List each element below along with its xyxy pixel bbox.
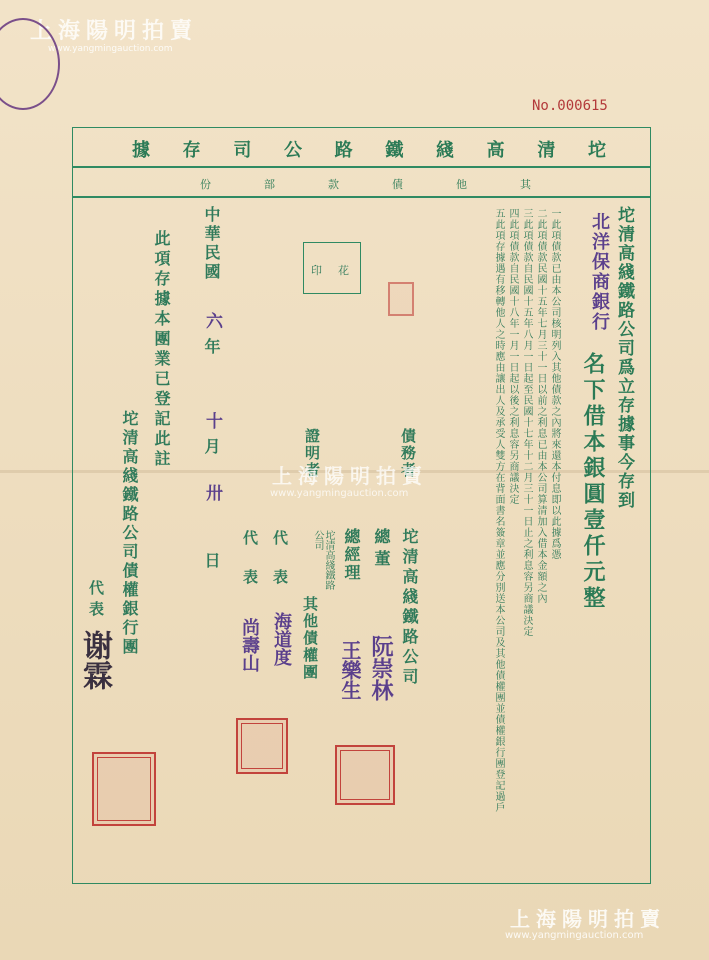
title-row-char: 公: [284, 140, 302, 161]
subtitle-row-char: 部: [264, 178, 275, 191]
date-day: 卅: [202, 484, 222, 501]
manager-title: 總經理: [342, 528, 361, 582]
witness-seal-icon: [236, 718, 288, 774]
title-row-char: 高: [486, 140, 505, 161]
revenue-stamp-label: 印花: [311, 264, 365, 277]
debtor-label: 債務者: [399, 428, 417, 479]
subtitle-row-char: 款: [328, 178, 339, 191]
title-row-char: 鐵: [385, 140, 404, 161]
registration-rep-signature: 谢霖: [77, 630, 112, 690]
date-year-suffix: 年: [202, 338, 221, 354]
registration-rep-label: 代表: [87, 580, 105, 622]
title-row-char: 司: [233, 140, 252, 161]
subtitle-row-char: 債: [392, 178, 403, 191]
date-era: 中華民國: [202, 206, 221, 282]
subtitle-row-char: 其: [520, 178, 531, 191]
witness-org: 其他債權團: [301, 596, 319, 681]
small-seal-icon: [388, 282, 414, 316]
title-row-char: 據: [132, 140, 150, 161]
witness-rep-label-1: 代表: [271, 530, 289, 608]
debtor-seal-icon: [335, 745, 395, 805]
chairman-signature: 阮崇林: [368, 635, 394, 701]
subtitle-row-char: 他: [456, 178, 467, 191]
title-row-char: 坨: [588, 140, 606, 161]
witness-rep-signature-2: 尚壽山: [239, 618, 260, 672]
witness-org-small: 坨清高綫鐵路公司: [312, 530, 334, 590]
watermark-bottom-name: 上海陽明拍賣: [510, 907, 666, 931]
witness-rep-label-2: 代表: [241, 530, 259, 608]
term-item: 二此項債款民國十五年七月三十一日以前之利息已由本公司算清加入借本金額之內: [535, 208, 546, 604]
date-month: 十: [202, 412, 222, 429]
term-item: 五此項存據遇有移轉他人之時應由讓出人及承受人雙方在背面書名簽章並應分別送本公司及其他債權團並債權銀行團登記過戶: [493, 208, 504, 813]
watermark-center-url: www.yangmingauction.com: [270, 488, 409, 499]
date-year: 六: [202, 312, 222, 329]
witness-rep-signature-1: 海道度: [271, 612, 292, 666]
watermark-center-name: 上海陽明拍賣: [272, 464, 428, 488]
term-item: 三此項債款自民國十五年八月一日起至民國十七年十二月三十一日止之利息容另商議決定: [521, 208, 532, 637]
title-row-char: 綫: [436, 140, 454, 161]
serial-number: No.000615: [532, 98, 608, 114]
title-row-char: 路: [334, 140, 353, 161]
title-row-char: 存: [182, 140, 201, 161]
registration-org: 坨清高綫鐵路公司債權銀行團: [120, 410, 139, 657]
watermark-top-name: 上海陽明拍賣: [30, 19, 199, 44]
manager-signature: 王樂生: [338, 640, 362, 700]
term-item: 一此項債款已由本公司核明列入其他債款之內將來還本付息即以此據爲憑: [549, 208, 560, 560]
date-month-suffix: 月: [202, 438, 221, 454]
title-row-char: 清: [537, 140, 556, 161]
date-day-suffix: 日: [202, 552, 221, 568]
watermark-bottom-url: www.yangmingauction.com: [505, 930, 644, 941]
subtitle-divider: [72, 196, 651, 198]
registration-note: 此項存據本團業已登記此註: [152, 230, 171, 470]
watermark-top-url: www.yangmingauction.com: [48, 44, 173, 54]
debtor-company: 坨清高綫鐵路公司: [400, 528, 419, 688]
term-item: 四此項債款自民國十八年一月一日起以後之利息容另商議決定: [507, 208, 518, 505]
creditor-name: 北洋保商銀行: [589, 212, 610, 332]
registration-seal-icon: [92, 752, 156, 826]
loan-amount: 名下借本銀圓壹仟元整: [580, 352, 606, 612]
subtitle-row-char: 份: [200, 178, 211, 191]
main-statement: 坨清高綫鐵路公司爲立存據事今存到: [614, 206, 634, 510]
witness-label: 證明者: [303, 428, 321, 479]
title-divider: [72, 166, 651, 168]
chairman-title: 總董: [372, 528, 391, 572]
